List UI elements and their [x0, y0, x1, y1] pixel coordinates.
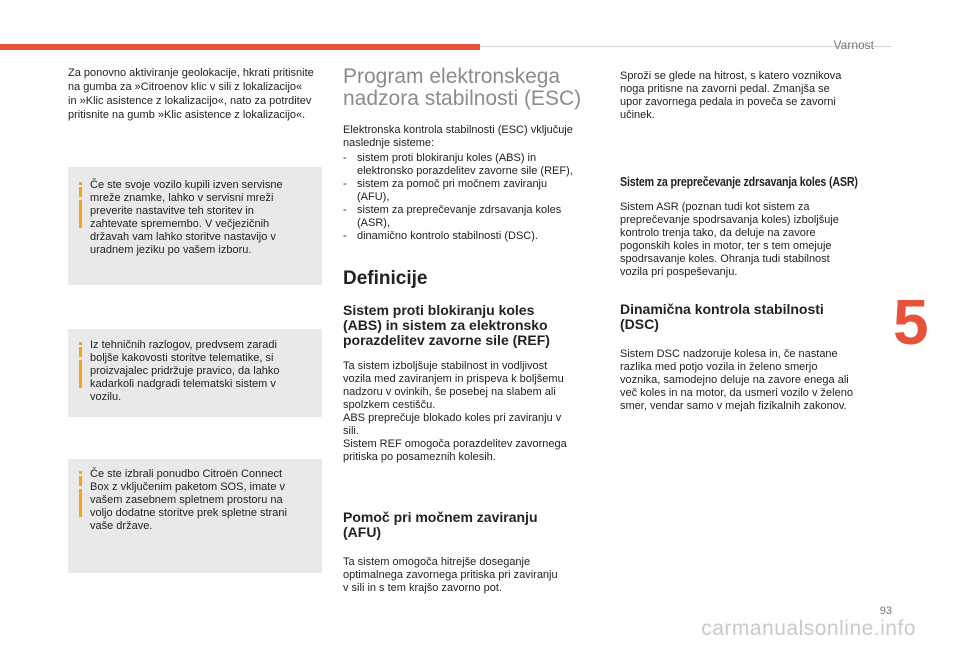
list-item: - sistem za pomoč pri močnem zaviranju (AFU), [343, 178, 605, 204]
header-divider [480, 46, 892, 47]
definitions-heading: Definicije [343, 268, 428, 289]
list-item: - sistem za preprečevanje zdrsavanja koles (ASR), [343, 204, 605, 230]
asr-text: Sistem ASR (poznan tudi kot sistem za preprečevanje spodrsavanja koles) izboljšuje kontrolo trenja tako, da deluje na zavore pogonskih koles in motor, ter s tem omejuje spodrsavanje koles. Ohranja tudi stabilnost vozila pri pospeševanju. [620, 201, 839, 278]
abs-text: Ta sistem izboljšuje stabilnost in vodljivost vozila med zaviranjem in prispeva k boljšemu nadzoru v ovinkih, še posebej na slabem ali spolzkem cestišču. ABS preprečuje blokado koles pri zaviranju v sili. Sistem REF omogoča porazdelitev zavornega pritiska po posameznih kolesih. [343, 360, 567, 463]
page-number: 93 [879, 605, 892, 617]
abs-heading: Sistem proti blokiranju koles (ABS) in sistem za elektronsko porazdelitev zavorne sile (REF) [343, 302, 550, 348]
info-box [68, 459, 322, 573]
list-item: - sistem proti blokiranju koles (ABS) in elektronsko porazdelitev zavorne sile (REF), [343, 152, 605, 178]
asr-heading: Sistem za preprečevanje zdrsavanja koles (ASR) [620, 174, 858, 189]
section-title: Varnost [833, 38, 874, 52]
page-title: Program elektronskega nadzora stabilnosti (ESC) [343, 65, 582, 110]
afu-text: Ta sistem omogoča hitrejše doseganje optimalnega zavornega pritiska pri zaviranju v sili in s tem krajšo zavorno pot. [343, 556, 558, 594]
chapter-number: 5 [893, 286, 929, 358]
dsc-heading: Dinamična kontrola stabilnosti (DSC) [620, 301, 824, 332]
esc-intro: Elektronska kontrola stabilnosti (ESC) vključuje naslednje sisteme: [343, 124, 573, 149]
info-box-text: Če ste svoje vozilo kupili izven servisne mreže znamke, lahko v servisni mreži preverite nastavitve teh storitev in zahtevate spremembo. V večjezičnih državah vam lahko storitve nastavijo v uradnem jeziku po vašem izboru. [90, 179, 283, 256]
info-box-text: Iz tehničnih razlogov, predvsem zaradi boljše kakovosti storitve telematike, si proizvajalec pridržuje pravico, da lahko kadarkoli nadgradi telematski sistem v vozilu. [90, 339, 280, 403]
info-box [68, 329, 322, 417]
dsc-text: Sistem DSC nadzoruje kolesa in, če nastane razlika med potjo vozila in želeno smerjo voznika, samodejno deluje na zavore enega ali več koles in na motor, da usmeri vozilo v želeno smer, vendar samo v mejah fizikalnih zakonov. [620, 348, 853, 412]
info-box [68, 167, 322, 285]
geolocation-note: Za ponovno aktiviranje geolokacije, hkrati pritisnite na gumba za »Citroenov klic v sili z lokalizacijo« in »Klic asistence z lokalizacijo«, nato za potrditev pritisnite na gumb »Klic asistence z lokalizacijo«. [68, 67, 314, 121]
list-item: - dinamično kontrolo stabilnosti (DSC). [343, 230, 605, 243]
esc-systems-list [343, 152, 605, 243]
header-accent-bar [0, 44, 480, 50]
info-box-text: Če ste izbrali ponudbo Citroën Connect Box z vključenim paketom SOS, imate v vašem zasebnem spletnem prostoru na voljo dodatne storitve prek spletne strani vaše države. [90, 468, 287, 532]
watermark: carmanualsonline.info [701, 617, 916, 640]
afu-continued-text: Sproži se glede na hitrost, s katero voznikova noga pritisne na zavorni pedal. Zmanjša se upor zavornega pedala in poveča se zavorni učinek. [620, 70, 842, 121]
afu-heading: Pomoč pri močnem zaviranju (AFU) [343, 509, 538, 540]
